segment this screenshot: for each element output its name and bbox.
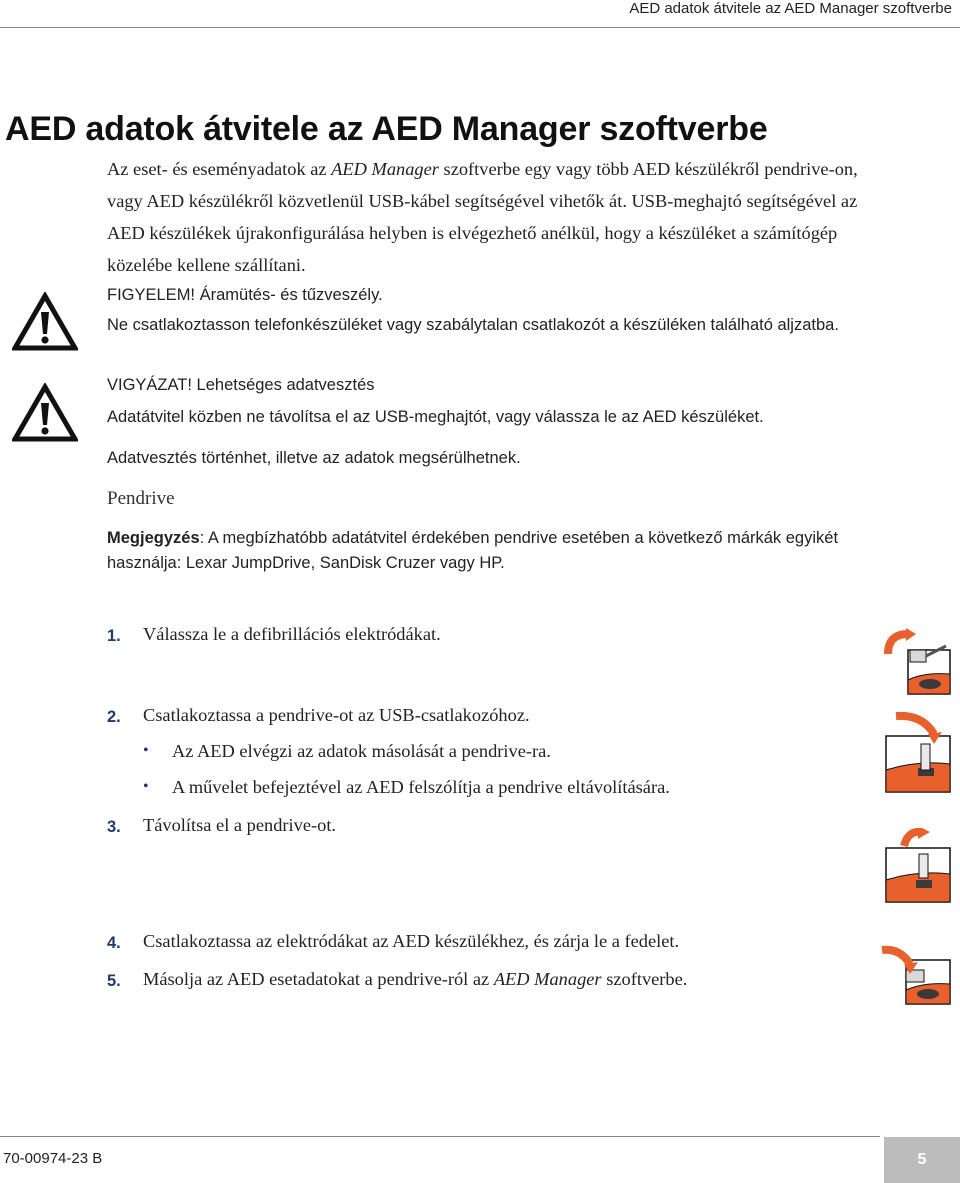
note-text: használja: Lexar JumpDrive, SanDisk Cruzer vagy HP. <box>107 554 505 572</box>
warning-triangle-icon <box>12 383 78 443</box>
step-text: Távolítsa el a pendrive-ot. <box>143 815 337 835</box>
intro-text: Az eset- és eseményadatok az <box>107 159 332 179</box>
disconnect-electrodes-illustration <box>884 628 952 696</box>
intro-text: közelébe kellene szállítani. <box>107 255 306 275</box>
step-text: Másolja az AED esetadatokat a pendrive-ról az AED Manager szoftverbe. <box>143 969 688 989</box>
step-number: 2. <box>107 708 121 726</box>
warning-text: Ne csatlakoztasson telefonkészüléket vagy szabálytalan csatlakozót a készüléken található aljzatba. <box>107 316 839 334</box>
step-number: 5. <box>107 972 121 990</box>
step-text: Csatlakoztassa az elektródákat az AED készülékhez, és zárja le a fedelet. <box>143 931 680 951</box>
intro-text: szoftverbe egy vagy több AED készülékről pendrive-on, <box>438 159 858 179</box>
connect-electrodes-illustration <box>880 944 948 1012</box>
page-number: 5 <box>884 1137 960 1183</box>
bullet-dot: • <box>143 742 149 759</box>
remove-usb-illustration <box>884 828 952 896</box>
note-label: Megjegyzés <box>107 529 200 547</box>
note <box>107 526 960 576</box>
note-text: : A megbízhatóbb adatátvitel érdekében pendrive esetében a következő márkák egyikét <box>199 529 839 547</box>
intro-text: AED készülékek újrakonfigurálása helyben is elvégezhető anélkül, hogy a készüléket a számítógép <box>107 223 838 243</box>
caution-text: Adatátvitel közben ne távolítsa el az USB-meghajtót, vagy válassza le az AED készüléket. <box>107 408 764 426</box>
bullet-text: A művelet befejeztével az AED felszólítja a pendrive eltávolítására. <box>172 777 670 797</box>
insert-usb-illustration <box>884 712 952 780</box>
caution-text: Adatvesztés történhet, illetve az adatok megsérülhetnek. <box>107 449 521 467</box>
step-text: Csatlakoztassa a pendrive-ot az USB-csatlakozóhoz. <box>143 705 530 725</box>
running-header: AED adatok átvitele az AED Manager szoftverbe <box>629 0 952 17</box>
bullet-dot: • <box>143 778 149 795</box>
section-label: Pendrive <box>107 488 175 509</box>
intro-text: vagy AED készülékről közvetlenül USB-kábel segítségével vihetők át. USB-meghajtó segítségével az <box>107 191 858 211</box>
header-divider <box>0 27 960 28</box>
step-text: Válassza le a defibrillációs elektródákat. <box>143 624 441 644</box>
caution-title: VIGYÁZAT! Lehetséges adatvesztés <box>107 376 375 394</box>
bullet-text: Az AED elvégzi az adatok másolását a pendrive-ra. <box>172 741 551 761</box>
step-number: 4. <box>107 934 121 952</box>
warning-title: FIGYELEM! Áramütés- és tűzveszély. <box>107 286 383 304</box>
footer-divider <box>0 1136 880 1137</box>
page-title: AED adatok átvitele az AED Manager szoftverbe <box>5 110 768 148</box>
intro-paragraph <box>107 153 957 281</box>
step-number: 3. <box>107 818 121 836</box>
document-code: 70-00974-23 B <box>3 1150 103 1167</box>
step-number: 1. <box>107 627 121 645</box>
intro-product-name: AED Manager <box>331 159 439 179</box>
warning-triangle-icon <box>12 292 78 352</box>
